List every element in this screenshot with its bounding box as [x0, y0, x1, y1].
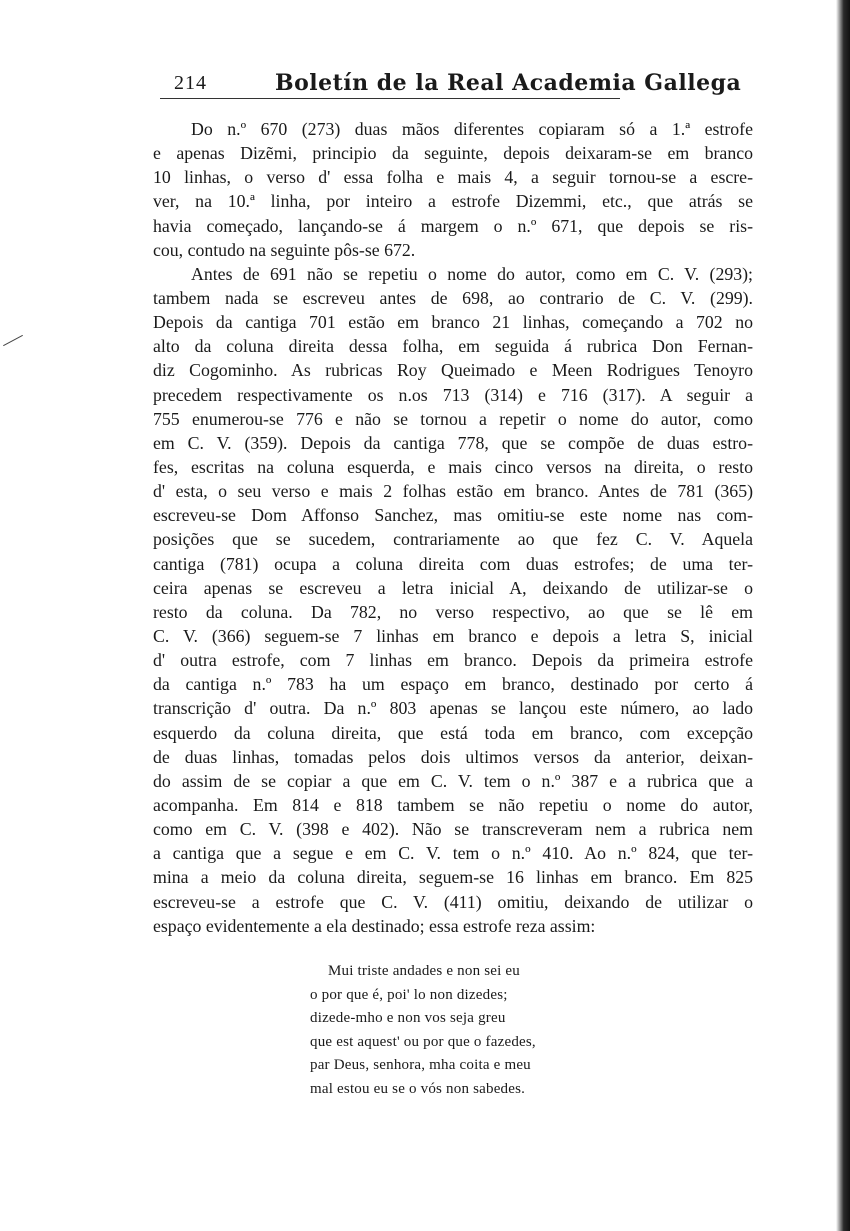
text-line: d' outra estrofe, com 7 linhas em branco. Depois da primeira estrofe [153, 650, 753, 671]
text-line: havia começado, lançando-se á margem o n.º 671, que depois se ris- [153, 215, 753, 236]
text-line: mina a meio da coluna direita, seguem-se 16 linhas em branco. Em 825 [153, 867, 753, 888]
text-line: Depois da cantiga 701 estão em branco 21 linhas, começando a 702 no [153, 312, 753, 333]
text-line: cou, contudo na seguinte pôs-se 672. [153, 239, 416, 260]
text-line: de duas linhas, tomadas pelos dois ultimos versos da anterior, deixan- [153, 746, 753, 767]
header-rule [160, 98, 620, 99]
page-header [160, 70, 760, 100]
text-line: ver, na 10.ª linha, por inteiro a estrofe Dizemmi, etc., que atrás se [153, 191, 753, 212]
text-line: acompanha. Em 814 e 818 tambem se não repetiu o nome do autor, [153, 794, 753, 815]
text-line: posições que se sucedem, contrariamente ao que fez C. V. Aquela [153, 529, 753, 550]
text-line: ceira apenas se escreveu a letra inicial A, deixando de utilizar-se o [153, 577, 753, 598]
verse-line: mal estou eu se o vós non sabedes. [310, 1080, 526, 1097]
verse-line: o por que é, poi' lo non dizedes; [310, 986, 508, 1003]
text-line: Do n.º 670 (273) duas mãos diferentes copiaram só a 1.ª estrofe [191, 119, 753, 139]
text-line: resto da coluna. Da 782, no verso respectivo, ao que se lê em [153, 601, 753, 622]
verse-block [310, 960, 610, 1101]
verse-line: Mui triste andades e non sei eu [328, 963, 520, 979]
text-line: espaço evidentemente a ela destinado; essa estrofe reza assim: [153, 915, 596, 936]
text-line: como em C. V. (398 e 402). Não se transcreveram nem a rubrica nem [153, 819, 753, 840]
verse-line: dizede-mho e non vos seja greu [310, 1010, 506, 1026]
body-text [153, 117, 753, 938]
text-line: tambem nada se escreveu antes de 698, ao contrario de C. V. (299). [153, 287, 753, 308]
page-number: 214 [174, 72, 207, 94]
text-line: diz Cogominho. As rubricas Roy Queimado e Meen Rodrigues Tenoyro [153, 360, 753, 381]
text-line: e apenas Dizẽmi, principio da seguinte, depois deixaram-se em branco [153, 143, 753, 164]
text-line: transcrição d' outra. Da n.º 803 apenas se lançou este número, ao lado [153, 698, 753, 719]
text-line: em C. V. (359). Depois da cantiga 778, que se compõe de duas estro- [153, 432, 753, 453]
text-line: fes, escritas na coluna esquerda, e mais cinco versos na direita, o resto [153, 456, 753, 477]
page-edge-shadow [836, 0, 850, 1231]
text-line: esquerdo da coluna direita, que está toda em branco, com excepção [153, 722, 753, 743]
text-line: 755 enumerou-se 776 e não se tornou a repetir o nome do autor, como [153, 408, 753, 429]
text-line: do assim de se copiar a que em C. V. tem o n.º 387 e a rubrica que a [153, 770, 753, 791]
text-line: precedem respectivamente os n.os 713 (314) e 716 (317). A seguir a [153, 384, 753, 405]
text-line: a cantiga que a segue e em C. V. tem o n.º 410. Ao n.º 824, que ter- [153, 843, 753, 864]
text-line: 10 linhas, o verso d' essa folha e mais 4, a seguir tornou-se a escre- [153, 167, 753, 188]
text-line: Antes de 691 não se repetiu o nome do autor, como em C. V. (293); [191, 263, 753, 284]
verse-line: que est aquest' ou por que o fazedes, [310, 1033, 536, 1050]
text-line: d' esta, o seu verso e mais 2 folhas estão em branco. Antes de 781 (365) [153, 481, 753, 502]
text-line: alto da coluna direita dessa folha, em seguida á rubrica Don Fernan- [153, 336, 753, 357]
margin-pencil-mark [3, 335, 23, 346]
text-line: cantiga (781) ocupa a coluna direita com duas estrofes; de uma ter- [153, 553, 753, 574]
text-line: escreveu-se a estrofe que C. V. (411) omitiu, deixando de utilizar o [153, 891, 753, 912]
verse-line: par Deus, senhora, mha coita e meu [310, 1057, 531, 1073]
text-line: escreveu-se Dom Affonso Sanchez, mas omitiu-se este nome nas com- [153, 505, 753, 526]
text-line: da cantiga n.º 783 ha um espaço em branco, destinado por certo á [153, 674, 753, 695]
text-line: C. V. (366) seguem-se 7 linhas em branco e depois a letra S, inicial [153, 625, 753, 646]
running-title: Boletín de la Real Academia Gallega [275, 70, 742, 96]
